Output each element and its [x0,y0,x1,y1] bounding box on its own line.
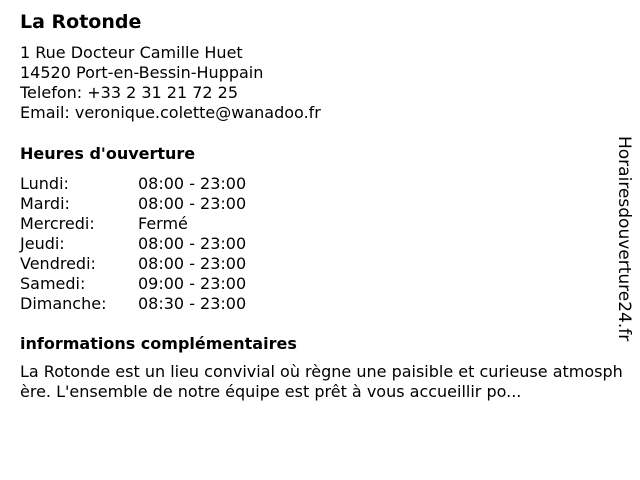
hours-day: Samedi: [20,274,86,293]
hours-time: 09:00 - 23:00 [138,274,247,293]
hours-row-friday [20,254,620,274]
hours-row-wednesday [20,214,620,234]
hours-time: 08:00 - 23:00 [138,254,247,273]
address-line-1: 1 Rue Docteur Camille Huet [20,43,243,62]
hours-day: Mardi: [20,194,70,213]
hours-day: Jeudi: [20,234,65,253]
hours-day: Dimanche: [20,294,107,313]
hours-day: Vendredi: [20,254,96,273]
email-address: Email: veronique.colette@wanadoo.fr [20,103,321,122]
address-line-2: 14520 Port-en-Bessin-Huppain [20,63,264,82]
hours-time: 08:00 - 23:00 [138,174,247,193]
additional-info-heading: informations complémentaires [20,334,297,353]
hours-day: Mercredi: [20,214,95,233]
hours-row-thursday [20,234,620,254]
hours-row-monday [20,174,620,194]
hours-time: Fermé [138,214,188,233]
hours-row-tuesday [20,194,620,214]
opening-hours-list [20,174,620,314]
business-name: La Rotonde [20,11,142,33]
hours-time: 08:00 - 23:00 [138,194,247,213]
hours-time: 08:00 - 23:00 [138,234,247,253]
phone-number: Telefon: +33 2 31 21 72 25 [20,83,239,102]
hours-time: 08:30 - 23:00 [138,294,247,313]
additional-info-text: La Rotonde est un lieu convivial où règne une paisible et curieuse atmosphère. L'ensemble de notre équipe est prêt à vous accueillir po... [20,362,623,401]
business-card [20,10,623,402]
opening-hours-heading: Heures d'ouverture [20,144,196,163]
hours-day: Lundi: [20,174,69,193]
hours-row-saturday [20,274,620,294]
site-watermark: Horairesdouverture24.fr [614,136,634,342]
hours-row-sunday [20,294,620,314]
